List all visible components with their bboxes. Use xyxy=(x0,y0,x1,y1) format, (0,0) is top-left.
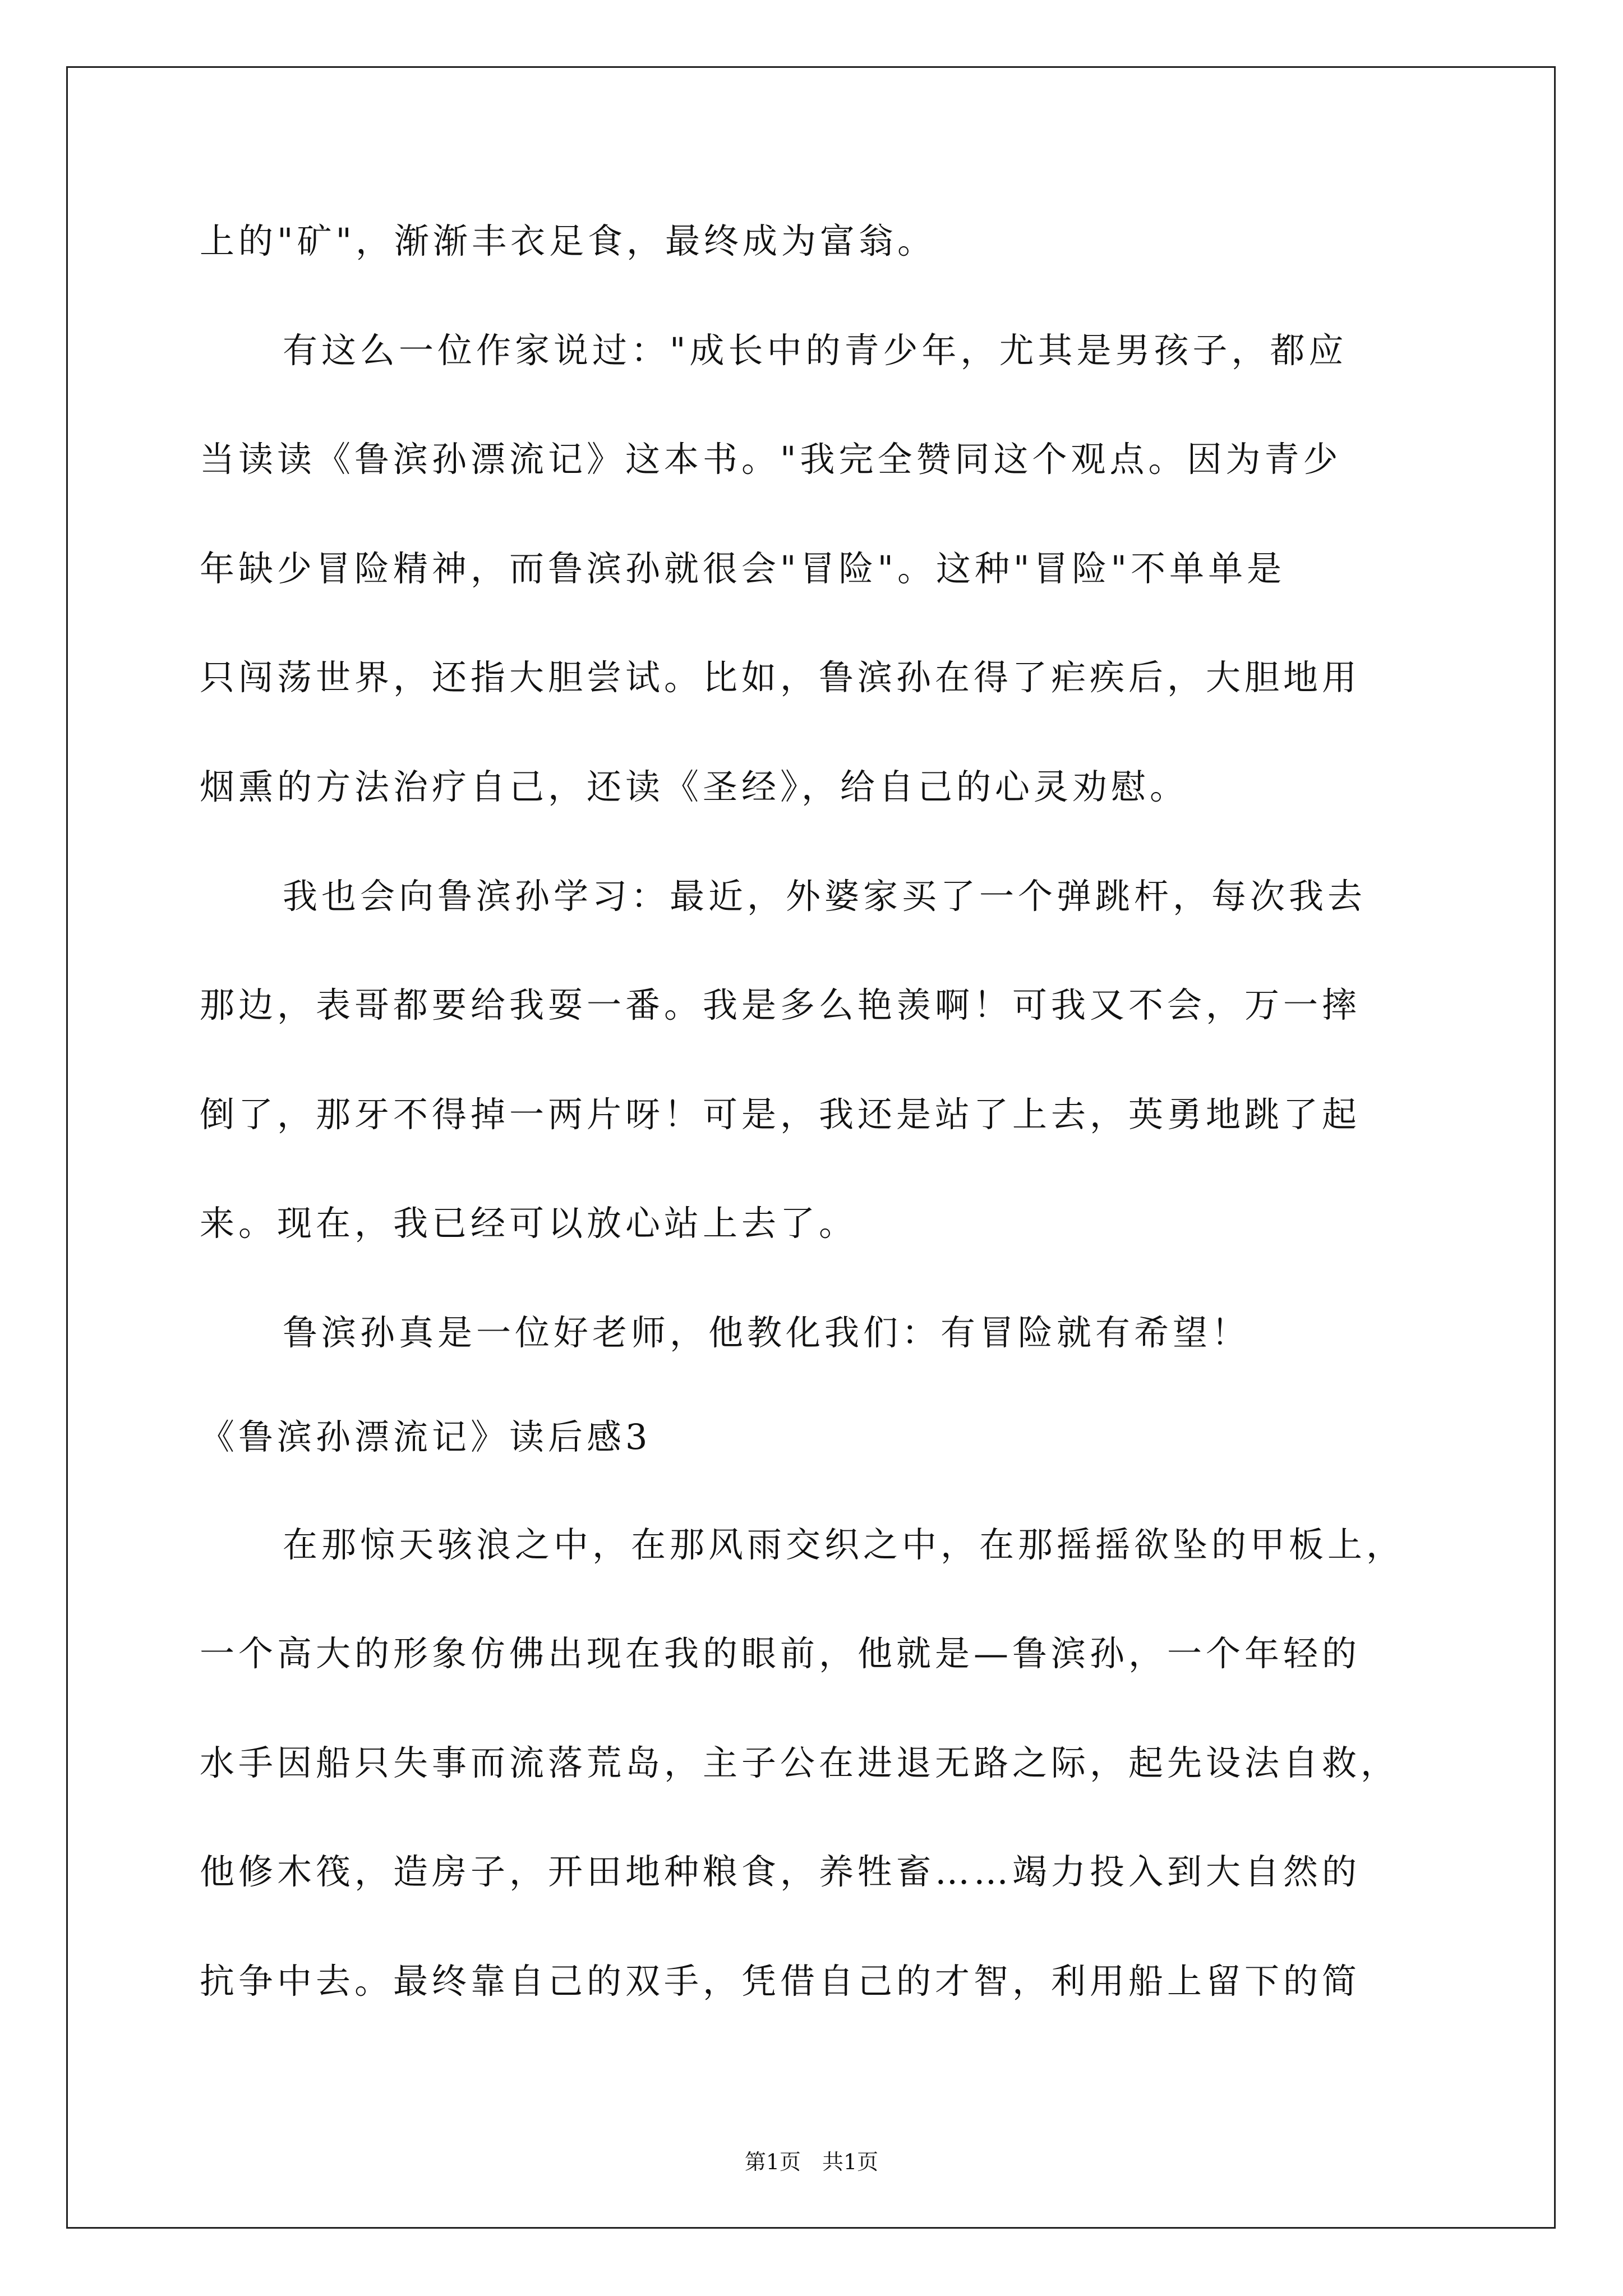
text-line: 烟熏的方法治疗自己，还读《圣经》，给自己的心灵劝慰。 xyxy=(200,766,1189,807)
page-border xyxy=(66,66,1556,2229)
text-line: 年缺少冒险精神，而鲁滨孙就很会"冒险"。这种"冒险"不单单是 xyxy=(200,548,1286,589)
text-line: 他修木筏，造房子，开田地种粮食，养牲畜……竭力投入到大自然的 xyxy=(200,1851,1361,1892)
paragraph-start-line: 有这么一位作家说过："成长中的青少年，尤其是男孩子，都应 xyxy=(283,330,1348,371)
text-line: 抗争中去。最终靠自己的双手，凭借自己的才智，利用船上留下的简 xyxy=(200,1961,1361,2001)
text-line: 水手因船只失事而流落荒岛，主子公在进退无路之际，起先设法自救， xyxy=(200,1742,1400,1783)
text-line: 一个高大的形象仿佛出现在我的眼前，他就是—鲁滨孙，一个年轻的 xyxy=(200,1633,1361,1674)
text-line: 那边，表哥都要给我耍一番。我是多么艳羡啊！可我又不会，万一摔 xyxy=(200,984,1361,1025)
paragraph-start-line: 鲁滨孙真是一位好老师，他教化我们：有冒险就有希望！ xyxy=(283,1312,1251,1353)
paragraph-start-line: 在那惊天骇浪之中，在那风雨交织之中，在那摇摇欲坠的甲板上， xyxy=(283,1524,1405,1565)
text-line: 来。现在，我已经可以放心站上去了。 xyxy=(200,1203,858,1244)
page-footer: 第1页 共1页 xyxy=(744,2150,879,2174)
text-line: 只闯荡世界，还指大胆尝试。比如，鲁滨孙在得了疟疾后，大胆地用 xyxy=(200,657,1361,698)
paragraph-start-line: 我也会向鲁滨孙学习：最近，外婆家买了一个弹跳杆，每次我去 xyxy=(283,876,1367,917)
text-line: 当读读《鲁滨孙漂流记》这本书。"我完全赞同这个观点。因为青少 xyxy=(200,439,1342,480)
text-line: 倒了，那牙不得掉一两片呀！可是，我还是站了上去，英勇地跳了起 xyxy=(200,1094,1361,1135)
section-heading: 《鲁滨孙漂流记》读后感3 xyxy=(200,1416,652,1457)
text-line: 上的"矿"，渐渐丰衣足食，最终成为富翁。 xyxy=(200,220,937,261)
